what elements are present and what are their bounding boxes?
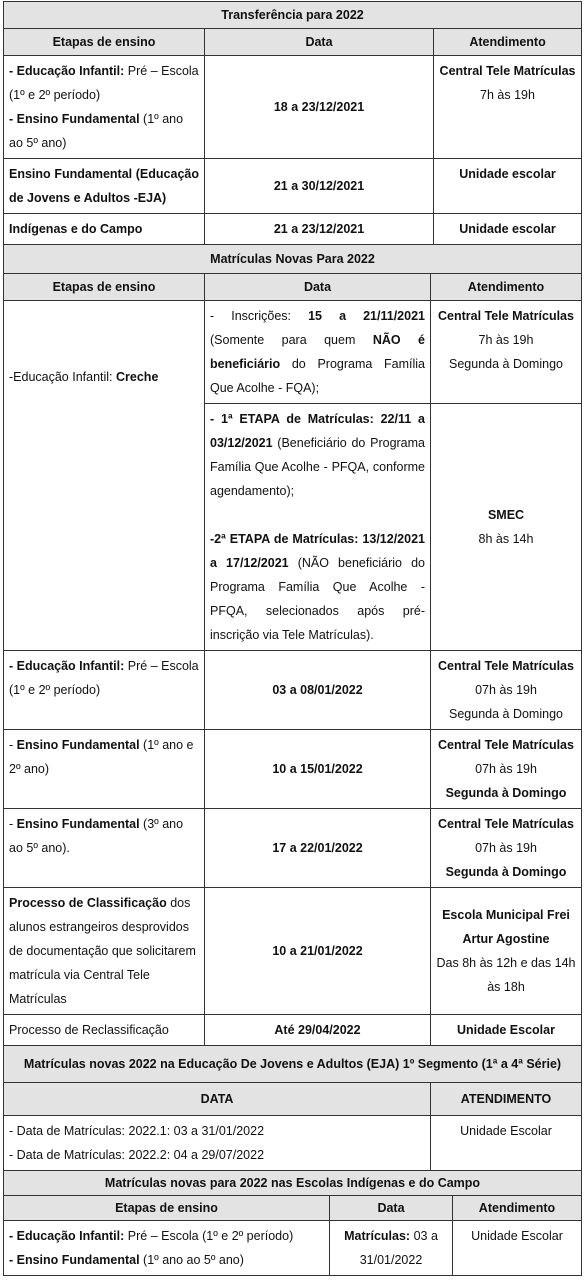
etapa-cell: - Ensino Fundamental (1º ano e 2º ano) bbox=[4, 730, 205, 809]
atendimento-cell: Central Tele Matrículas 7h às 19h bbox=[434, 56, 582, 159]
data-cell: 18 a 23/12/2021 bbox=[205, 56, 434, 159]
etapa-cell: - Educação Infantil: Pré – Escola (1º e 2º período) - Ensino Fundamental (1º ano ao 5º ano) bbox=[4, 1221, 330, 1276]
document-page bbox=[0, 1, 585, 1281]
data-cell: 03 a 08/01/2022 bbox=[205, 651, 431, 730]
col-header-atendimento: Atendimento bbox=[453, 1196, 582, 1221]
atendimento-cell: Unidade Escolar bbox=[431, 1015, 582, 1046]
atendimento-cell: Central Tele Matrículas 07h às 19h Segunda à Domingo bbox=[431, 809, 582, 888]
col-header-etapas: Etapas de ensino bbox=[4, 274, 205, 301]
transfer-title: Transferência para 2022 bbox=[4, 2, 582, 29]
indigenous-table bbox=[3, 1170, 582, 1276]
col-header-etapas: Etapas de ensino bbox=[4, 1196, 330, 1221]
atendimento-cell: Unidade Escolar bbox=[431, 1116, 582, 1171]
col-header-data: Data bbox=[330, 1196, 453, 1221]
eja-table bbox=[3, 1045, 582, 1171]
col-header-data: Data bbox=[205, 274, 431, 301]
data-cell: - 1ª ETAPA de Matrículas: 22/11 a 03/12/2021 (Beneficiário do Programa Família Que Acolhe - PFQA, conforme agendamento); -2ª ETAPA de Matrículas: 13/12/2021 a 17/12/2021 (NÃO beneficiário do Programa Família Que Acolhe - PFQA, selecionados após pré-inscrição via Tele Matrículas). bbox=[205, 404, 431, 651]
transfer-table bbox=[3, 1, 582, 245]
table-row bbox=[4, 1116, 582, 1171]
indigenous-title: Matrículas novas para 2022 nas Escolas Indígenas e do Campo bbox=[4, 1171, 582, 1196]
data-cell: 10 a 21/01/2022 bbox=[205, 888, 431, 1015]
data-cell: 21 a 23/12/2021 bbox=[205, 214, 434, 245]
atendimento-cell: Unidade escolar bbox=[434, 159, 582, 214]
etapa-cell: Ensino Fundamental (Educação de Jovens e Adultos -EJA) bbox=[4, 159, 205, 214]
col-header-atendimento: Atendimento bbox=[434, 29, 582, 56]
table-row bbox=[4, 159, 582, 214]
table-row bbox=[4, 888, 582, 1015]
data-cell: 17 a 22/01/2022 bbox=[205, 809, 431, 888]
data-cell: 10 a 15/01/2022 bbox=[205, 730, 431, 809]
col-header-data: DATA bbox=[4, 1083, 431, 1116]
data-cell: Até 29/04/2022 bbox=[205, 1015, 431, 1046]
eja-title: Matrículas novas 2022 na Educação De Jovens e Adultos (EJA) 1º Segmento (1ª a 4ª Série) bbox=[4, 1046, 582, 1083]
table-row bbox=[4, 301, 582, 404]
table-row bbox=[4, 730, 582, 809]
atendimento-cell: Unidade Escolar bbox=[453, 1221, 582, 1276]
col-header-etapas: Etapas de ensino bbox=[4, 29, 205, 56]
col-header-data: Data bbox=[205, 29, 434, 56]
atendimento-cell: Central Tele Matrículas 07h às 19h Segunda à Domingo bbox=[431, 651, 582, 730]
atendimento-cell: SMEC 8h às 14h bbox=[431, 404, 582, 651]
table-row bbox=[4, 651, 582, 730]
etapa-cell: Processo de Classificação dos alunos estrangeiros desprovidos de documentação que solicitarem matrícula via Central Tele Matrículas bbox=[4, 888, 205, 1015]
table-row bbox=[4, 1221, 582, 1276]
etapa-cell: - Educação Infantil: Pré – Escola (1º e 2º período) - Ensino Fundamental (1º ano ao 5º ano) bbox=[4, 56, 205, 159]
atendimento-cell: Escola Municipal Frei Artur Agostine Das 8h às 12h e das 14h às 18h bbox=[431, 888, 582, 1015]
etapa-cell: Indígenas e do Campo bbox=[4, 214, 205, 245]
atendimento-cell: Central Tele Matrículas 07h às 19h Segunda à Domingo bbox=[431, 730, 582, 809]
table-row bbox=[4, 214, 582, 245]
etapa-cell: Processo de Reclassificação bbox=[4, 1015, 205, 1046]
col-header-atendimento: Atendimento bbox=[431, 274, 582, 301]
etapa-cell: -Educação Infantil: Creche bbox=[4, 301, 205, 651]
etapa-cell: - Educação Infantil: Pré – Escola (1º e 2º período) bbox=[4, 651, 205, 730]
etapa-cell: - Ensino Fundamental (3º ano ao 5º ano). bbox=[4, 809, 205, 888]
data-cell: 21 a 30/12/2021 bbox=[205, 159, 434, 214]
new-enrollment-title: Matrículas Novas Para 2022 bbox=[4, 245, 582, 274]
data-cell: - Inscrições: 15 a 21/11/2021 (Somente para quem NÃO é beneficiário do Programa Família Que Acolhe - FQA); bbox=[205, 301, 431, 404]
table-row bbox=[4, 1015, 582, 1046]
atendimento-cell: Central Tele Matrículas 7h às 19h Segunda à Domingo bbox=[431, 301, 582, 404]
new-enrollment-table bbox=[3, 244, 582, 1046]
data-cell: - Data de Matrículas: 2022.1: 03 a 31/01/2022 - Data de Matrículas: 2022.2: 04 a 29/07/2022 bbox=[4, 1116, 431, 1171]
col-header-atendimento: ATENDIMENTO bbox=[431, 1083, 582, 1116]
atendimento-cell: Unidade escolar bbox=[434, 214, 582, 245]
data-cell: Matrículas: 03 a 31/01/2022 bbox=[330, 1221, 453, 1276]
table-row bbox=[4, 56, 582, 159]
table-row bbox=[4, 809, 582, 888]
